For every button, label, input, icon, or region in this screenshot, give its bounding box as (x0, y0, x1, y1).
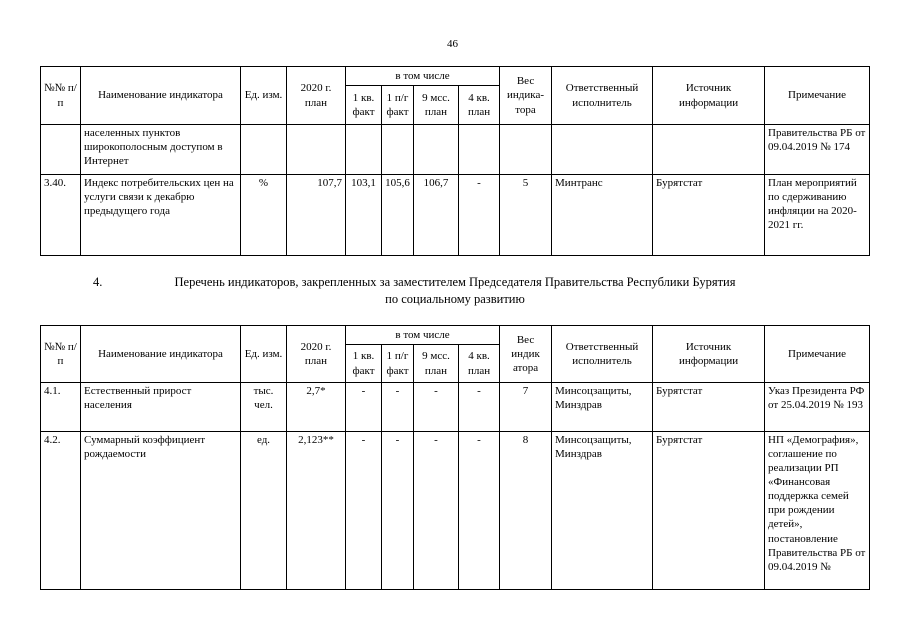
cell-unit (241, 125, 287, 175)
header-unit: Ед. изм. (241, 326, 287, 383)
header-h1-fact: 1 п/г факт (382, 86, 414, 125)
header-name: Наименование индикатора (81, 326, 241, 383)
cell-plan (287, 125, 346, 175)
cell-q1: - (346, 432, 382, 590)
cell-name: Индекс потребительских цен на услуги связи к декабрю предыдущего года (81, 175, 241, 256)
header-including: в том числе (346, 67, 500, 86)
table-row (41, 383, 870, 432)
section-title-line1: Перечень индикаторов, закрепленных за заместителем Председателя Правительства Республики Бурятия (174, 275, 736, 289)
header-q1-fact: 1 кв. факт (346, 86, 382, 125)
cell-q1: - (346, 383, 382, 432)
cell-q1 (346, 125, 382, 175)
cell-num: 4.2. (41, 432, 81, 590)
cell-responsible (552, 125, 653, 175)
cell-weight: 8 (500, 432, 552, 590)
cell-plan: 2,7* (287, 383, 346, 432)
cell-q4: - (459, 175, 500, 256)
cell-responsible: Минсоцзащиты, Минздрав (552, 432, 653, 590)
cell-q4: - (459, 383, 500, 432)
table-row (41, 125, 870, 175)
header-name: Наименование индикатора (81, 67, 241, 125)
header-note: Примечание (765, 326, 870, 383)
cell-name: Суммарный коэффициент рождаемости (81, 432, 241, 590)
cell-source: Бурятстат (653, 383, 765, 432)
header-num: №№ п/п (41, 326, 81, 383)
cell-responsible: Минсоцзащиты, Минздрав (552, 383, 653, 432)
header-note: Примечание (765, 67, 870, 125)
header-9m-plan: 9 мсс. план (414, 345, 459, 383)
header-including: в том числе (346, 326, 500, 345)
cell-weight (500, 125, 552, 175)
indicators-table-social (40, 325, 870, 590)
header-q4-plan: 4 кв. план (459, 86, 500, 125)
table-header-row (41, 326, 870, 345)
header-plan-2020: 2020 г. план (287, 326, 346, 383)
page-number: 46 (447, 38, 458, 50)
cell-unit: тыс. чел. (241, 383, 287, 432)
cell-unit: % (241, 175, 287, 256)
header-responsible: Ответственный исполнитель (552, 67, 653, 125)
cell-num: 3.40. (41, 175, 81, 256)
indicators-table-continued (40, 66, 870, 256)
cell-name: Естественный прирост населения (81, 383, 241, 432)
header-source: Источник информации (653, 326, 765, 383)
table-row (41, 432, 870, 590)
cell-num: 4.1. (41, 383, 81, 432)
cell-source: Бурятстат (653, 432, 765, 590)
cell-note: Указ Президента РФ от 25.04.2019 № 193 (765, 383, 870, 432)
header-weight: Вес индик атора (500, 326, 552, 383)
cell-unit: ед. (241, 432, 287, 590)
header-source: Источник информации (653, 67, 765, 125)
cell-h1: - (382, 383, 414, 432)
header-9m-plan: 9 мсс. план (414, 86, 459, 125)
header-num: №№ п/п (41, 67, 81, 125)
cell-9m: - (414, 383, 459, 432)
header-responsible: Ответственный исполнитель (552, 326, 653, 383)
header-h1-fact: 1 п/г факт (382, 345, 414, 383)
section-title-line2: по социальному развитию (385, 291, 525, 306)
header-weight: Вес индика-тора (500, 67, 552, 125)
header-q1-fact: 1 кв. факт (346, 345, 382, 383)
cell-num (41, 125, 81, 175)
cell-h1 (382, 125, 414, 175)
cell-weight: 5 (500, 175, 552, 256)
cell-plan: 107,7 (287, 175, 346, 256)
cell-source: Бурятстат (653, 175, 765, 256)
cell-h1: - (382, 432, 414, 590)
cell-name: населенных пунктов широкополосным доступом в Интернет (81, 125, 241, 175)
cell-q4 (459, 125, 500, 175)
header-q4-plan: 4 кв. план (459, 345, 500, 383)
cell-h1: 105,6 (382, 175, 414, 256)
table-row (41, 175, 870, 256)
cell-9m: - (414, 432, 459, 590)
section-title (40, 274, 870, 308)
cell-q1: 103,1 (346, 175, 382, 256)
cell-9m: 106,7 (414, 175, 459, 256)
cell-responsible: Минтранс (552, 175, 653, 256)
section-number: 4. (93, 275, 103, 289)
cell-note: План мероприятий по сдерживанию инфляции на 2020- 2021 гг. (765, 175, 870, 256)
header-unit: Ед. изм. (241, 67, 287, 125)
header-plan-2020: 2020 г. план (287, 67, 346, 125)
cell-9m (414, 125, 459, 175)
cell-note: НП «Демография», соглашение по реализации РП «Финансовая поддержка семей при рождении детей», постановление Правительства РБ от 09.04.2019 № (765, 432, 870, 590)
cell-weight: 7 (500, 383, 552, 432)
cell-plan: 2,123** (287, 432, 346, 590)
table-header-row (41, 67, 870, 86)
cell-q4: - (459, 432, 500, 590)
cell-note: Правительства РБ от 09.04.2019 № 174 (765, 125, 870, 175)
cell-source (653, 125, 765, 175)
